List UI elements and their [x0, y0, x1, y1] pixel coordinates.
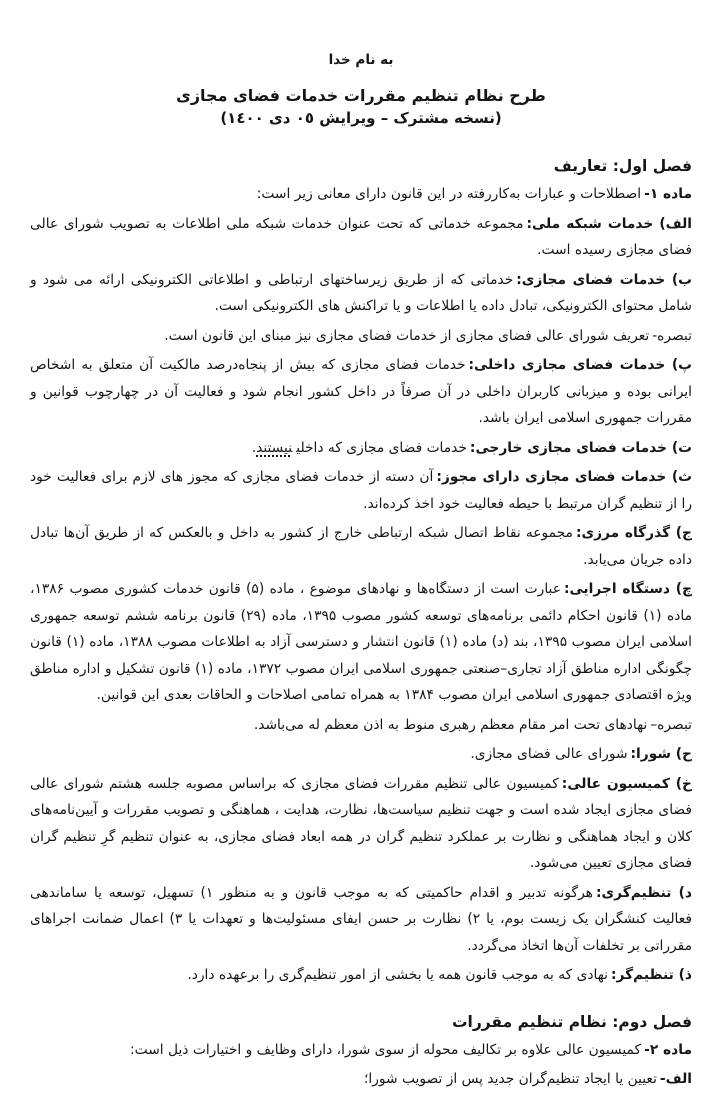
article-2-paragraph	[30, 1037, 692, 1064]
definition-dal-label: د) تنظیم‌گری:	[595, 884, 693, 901]
note-1-text: تعریف شورای عالی فضای مجازی از خدمات فضای مجازی نیز مبنای این قانون است.	[164, 327, 650, 344]
definition-zal-text: نهادی که به موجب قانون همه یا بخشی از امور تنظیم‌گری را برعهده دارد.	[187, 967, 608, 983]
document-title: طرح نظام تنظیم مقررات خدمات فضای مجازی	[176, 86, 546, 105]
definition-alef-text: مجموعه خدماتی که تحت عنوان خدمات شبکه ملی اطلاعات به تصویب شورای عالی فضای مجازی رسیده است.	[30, 215, 692, 258]
definition-jim-border-gateway	[30, 520, 692, 573]
note-paragraph-2	[30, 712, 692, 739]
definition-te-foreign-services	[30, 435, 692, 462]
definition-khe-label: خ) کمیسیون عالی:	[561, 775, 692, 792]
chapter-1-heading: فصل اول: تعاریف	[553, 157, 692, 175]
definition-be-cyberspace-services	[30, 267, 692, 320]
definition-zal-regulator	[30, 962, 692, 989]
definition-te-text: خدمات فضای مجازی که داخلی	[296, 439, 467, 456]
note-paragraph-1	[30, 323, 692, 350]
note-2-label: تبصره–	[650, 716, 692, 733]
definition-zal-label: ذ) تنظیم‌گر:	[610, 967, 692, 983]
definition-khe-high-commission	[30, 771, 692, 877]
article-2-text: کمیسیون عالی علاوه بر تکالیف محوله از سوی شورا، دارای وظایف و اختیارات ذیل است:	[130, 1041, 642, 1058]
definition-alef-national-network-services	[30, 211, 692, 264]
definition-he-label: ح) شورا:	[630, 746, 692, 762]
definition-te-period: .	[251, 439, 257, 456]
definition-he-text: شورای عالی فضای مجازی.	[470, 746, 628, 762]
definition-te-label: ت) خدمات فضای مجازی خارجی:	[469, 439, 692, 456]
article-1-text: اصطلاحات و عبارات به‌کاررفته در این قانون دارای معانی زیر است:	[256, 186, 642, 202]
definition-khe-text: کمیسیون عالی تنظیم مقررات فضای مجازی که براساس مصوبه جلسه هشتم شورای عالی فضای مجازی ایجاد شده است و جهت تنظیم سیاست‌ها، نظارت، هدایت ، هماهنگی و تصویب مقررات و آیین‌نامه‌های کلان و ایجاد هماهنگی و نظارت بر عملکرد تنظیم گران در همه ابعاد فضای مجازی، به عنوان تنظیم گرِ تنظیم گران فضای مجازی تعیین می‌شود.	[30, 775, 692, 871]
definition-dal-regulation	[30, 880, 692, 960]
definition-te-underlined-word: نیستند	[256, 439, 293, 456]
definition-pe-domestic-services	[30, 352, 692, 432]
clause-alef-text: تعیین یا ایجاد تنظیم‌گران جدید پس از تصویب شورا؛	[364, 1071, 657, 1087]
chapter-2-heading: فصل دوم: نظام تنظیم مقررات	[451, 1012, 692, 1031]
definition-che-executive-body	[30, 576, 692, 709]
version-subtitle: (نسخه مشترک – ویرایش ٠٥ دی ١٤٠٠)	[220, 109, 502, 127]
definition-alef-label: الف) خدمات شبکه ملی:	[526, 215, 693, 232]
definition-be-label: ب) خدمات فضای مجازی:	[516, 271, 692, 288]
definition-che-label: چ) دستگاه اجرایی:	[563, 581, 692, 597]
definition-jim-label: ج) گذرگاه مرزی:	[575, 525, 692, 541]
article-1-paragraph	[30, 181, 692, 208]
definition-se-text: آن دسته از خدمات فضای مجازی که مجوز های لازم برای فعالیت خود را از تنظیم گران مرتبط با حیطه فعالیت خود اخذ کرده‌اند.	[30, 469, 692, 512]
definition-se-label: ث) خدمات فضای مجازی دارای مجوز:	[436, 469, 693, 485]
note-1-label: تبصره-	[652, 327, 692, 344]
definition-se-licensed-services	[30, 464, 692, 517]
definition-pe-text: خدمات فضای مجازی که بیش از پنجاه‌درصد مالکیت آن متعلق به اشخاص ایرانی بوده و میزبانی کاربران داخلی در آن صرفاً در داخل کشور انجام شود و فعالیت آن در چهارچوب قوانین و مقررات جمهوری اسلامی ایران باشد.	[30, 357, 692, 426]
definition-dal-text: هرگونه تدبیر و اقدام حاکمیتی که به موجب قانون و به منظور ۱) تسهیل، توسعه یا ساماندهی فعالیت کنشگران یک زیست بوم، یا ۲) نظارت بر حسن ایفای مسئولیت‌ها و تعهدات یا ۳) اعمال ضمانت اجراهای مقرراتی بر تخلفات آن‌ها اتخاذ می‌گردد.	[30, 884, 692, 954]
definition-jim-text: مجموعه نقاط اتصال شبکه ارتباطی خارج از کشور به داخل و بالعکس که از طریق آن‌ها تبادل داده جریان می‌یابد.	[30, 525, 692, 568]
clause-alef-label: الف-	[659, 1071, 692, 1087]
definition-be-text: خدماتی که از طریق زیرساختهای ارتباطی و اطلاعاتی الکترونیکی ارائه می شود و شامل محتوای الکترونیکی، تبادل داده یا اطلاعات و یا تراکنش های الکترونیکی است.	[30, 271, 692, 314]
definition-che-text: عبارت است از دستگاه‌ها و نهادهای موضوع ، ماده (۵) قانون خدمات کشوری مصوب ۱۳۸۶، ماده (۱) قانون احکام دائمی برنامه‌های توسعه کشور مصوب ۱۳۹۵، ماده (۲۹) قانون برنامه ششم توسعه جمهوری اسلامی ایران مصوب ۱۳۹۵، بند (د) ماده (۱) قانون انتشار و دسترسی آزاد به اطلاعات مصوب ۱۳۸۸، ماده (۱) قانون چگونگی اداره مناطق آزاد تجاری–صنعتی جمهوری اسلامی ایران مصوب ۱۳۷۲، ماده (۱) قانون تشکیل و اداره مناطق ویژه اقتصادی جمهوری اسلامی ایران مصوب ۱۳۸۴ به همراه تمامی اصلاحات و الحاقات بعدی این قوانین.	[30, 581, 693, 703]
note-2-text: نهادهای تحت امر مقام معظم رهبری منوط به اذن معظم له می‌باشد.	[253, 716, 648, 733]
definition-pe-label: پ) خدمات فضای مجازی داخلی:	[468, 357, 693, 373]
clause-alef-paragraph	[30, 1066, 692, 1093]
definition-he-council	[30, 741, 692, 768]
article-1-label: ماده ۱-	[644, 186, 692, 202]
article-2-label: ماده ۲-	[644, 1041, 692, 1058]
bismillah-line: به نام خدا	[328, 52, 394, 68]
